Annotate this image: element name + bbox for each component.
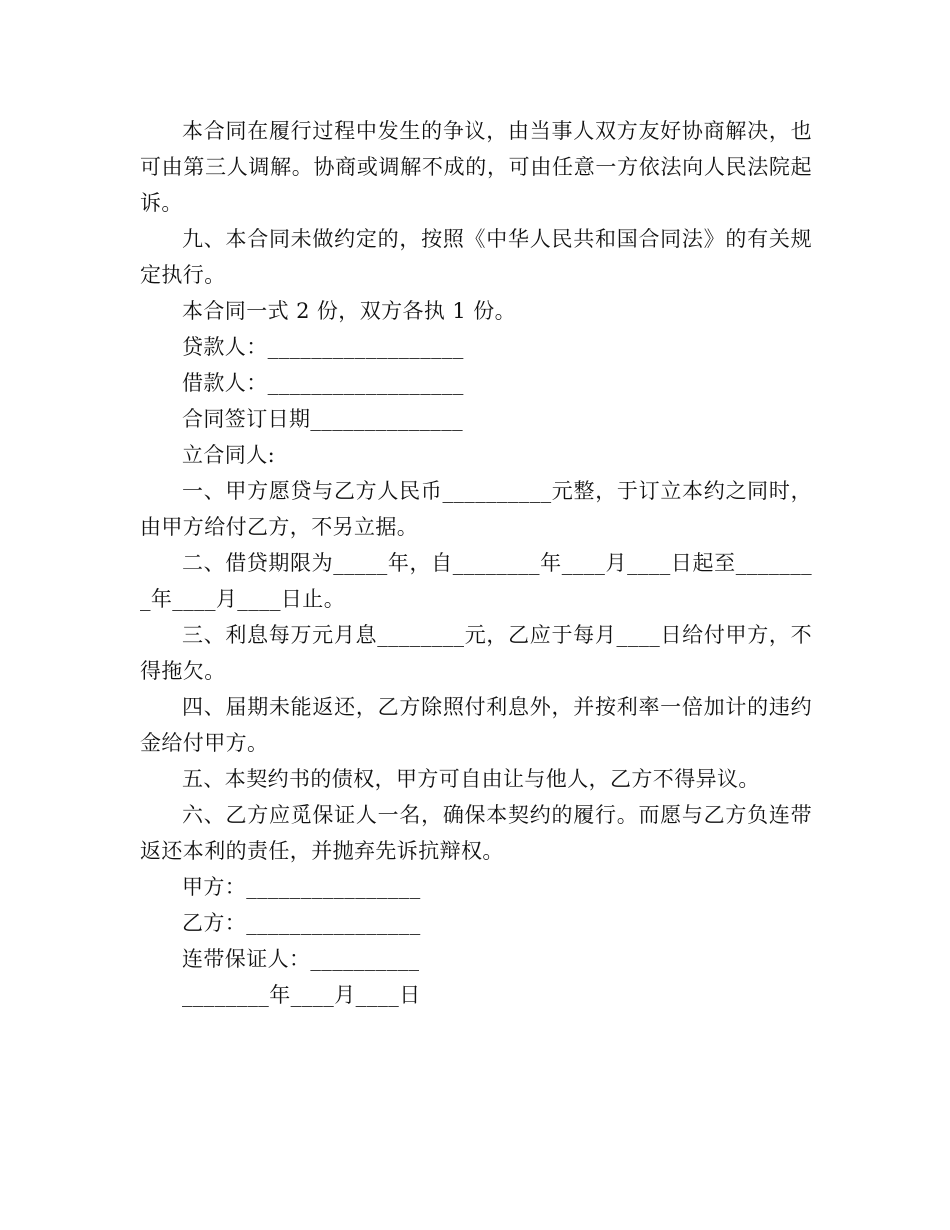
paragraph-copies: 本合同一式 2 份，双方各执 1 份。 (182, 299, 517, 323)
clause-loan-term: 二、借贷期限为_____年，自________年____月____日起至________年____月____日止。 (140, 551, 812, 611)
paragraph-clause-9: 九、本合同未做约定的，按照《中华人民共和国合同法》的有关规定执行。 (140, 227, 812, 287)
signing-date-line: ________年____月____日 (182, 983, 421, 1007)
lender-signature-line: 贷款人：__________________ (182, 335, 464, 359)
contracting-parties-label: 立合同人: (182, 443, 276, 467)
clause-penalty: 四、届期未能返还，乙方除照付利息外，并按利率一倍加计的违约金给付甲方。 (140, 695, 812, 755)
clause-assignment: 五、本契约书的债权，甲方可自由让与他人，乙方不得异议。 (182, 767, 760, 791)
guarantor-signature-line: 连带保证人：__________ (182, 947, 420, 971)
clause-loan-amount: 一、甲方愿贷与乙方人民币__________元整，于订立本约之同时，由甲方给付乙方，不另立据。 (140, 479, 812, 539)
clause-interest: 三、利息每万元月息________元，乙应于每月____日给付甲方，不得拖欠。 (140, 623, 812, 683)
party-a-signature-line: 甲方：________________ (182, 875, 421, 899)
borrower-signature-line: 借款人：__________________ (182, 371, 464, 395)
party-b-signature-line: 乙方：________________ (182, 911, 421, 935)
contract-date-line: 合同签订日期______________ (182, 407, 463, 431)
paragraph-dispute: 本合同在履行过程中发生的争议，由当事人双方友好协商解决，也可由第三人调解。协商或调解不成的，可由任意一方依法向人民法院起诉。 (140, 119, 812, 215)
document-body (140, 113, 812, 1013)
clause-guarantor: 六、乙方应觅保证人一名，确保本契约的履行。而愿与乙方负连带返还本利的责任，并抛弃先诉抗辩权。 (140, 803, 812, 863)
